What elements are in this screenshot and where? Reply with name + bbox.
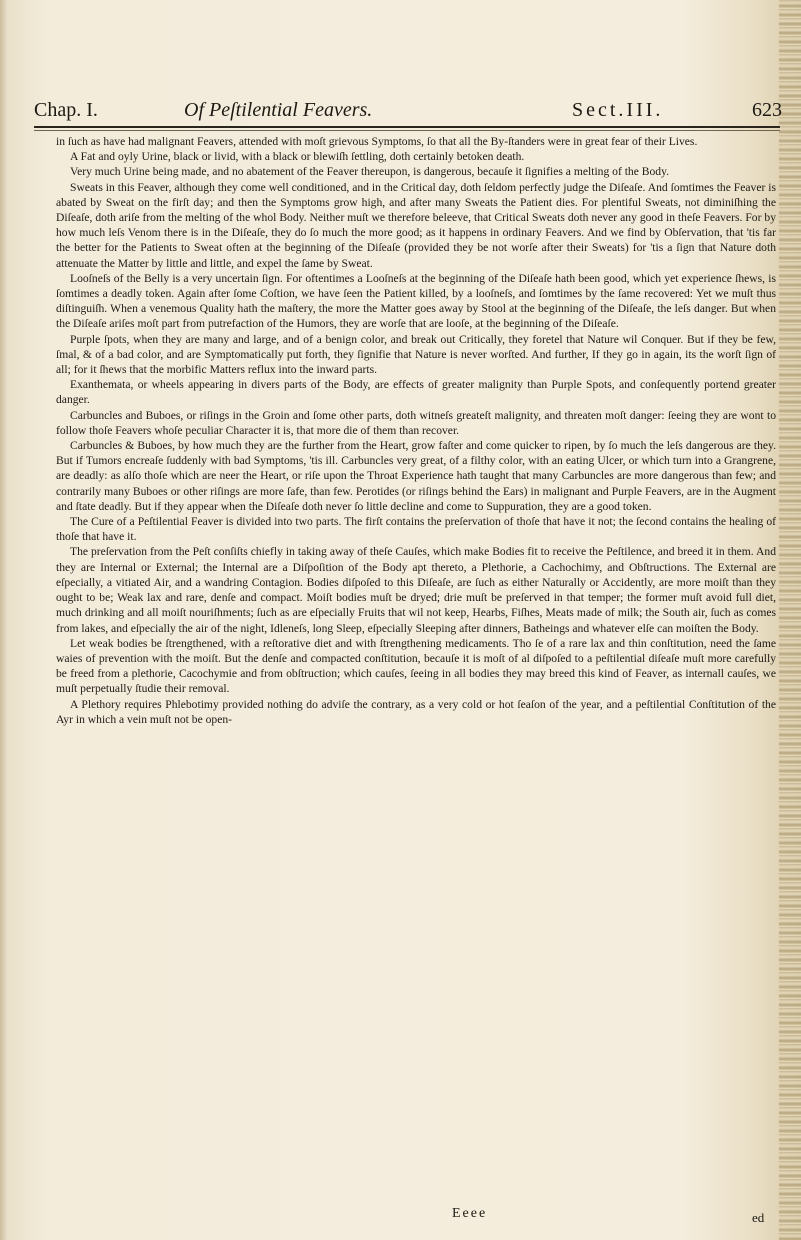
page-left-edge [0,0,8,1240]
paragraph: Looſneſs of the Belly is a very uncertain ſign. For oftentimes a Looſneſs at the beginning of the Diſeaſe hath been good, which yet experience ſhews, is ſomtimes a deadly token. Again after ſome Coſtion, we have ſeen the Patient killed, by a looſneſs, and ſomtimes by the ſame recovered: Yet we muſt thus diſtinguiſh. When a venemous Quality hath the maſtery, the more the Matter goes away by Stool at the beginning of the Diſeaſe, the leſs danger. But when the Diſeaſe ariſes moſt part from putrefaction of the Humors, they are worſe that are looſe, at the beginning of the Diſeaſe. [56,271,776,331]
paragraph: Let weak bodies be ſtrengthened, with a reſtorative diet and with ſtrengthening medicaments. Tho ſe of a rare lax and thin conſtitution, need the ſame waies of prevention with the moiſt. But the denſe and compacted conſtitution, becauſe it is moſt of al diſpoſed to a peſtilential diſeaſe muſt more carefully be freed from a plethorie, Cacochymie and from obſtruction; which cauſes, ſeeing in all bodies they may breed this kind of Feaver, as internall cauſes, we muſt perpetually ſtudie their removal. [56,636,776,696]
page-binding-edge [779,0,801,1240]
paragraph: The Cure of a Peſtilential Feaver is divided into two parts. The firſt contains the preſervation of thoſe that have it not; the ſecond contains the healing of thoſe that have it. [56,515,776,544]
paragraph: Carbuncles & Buboes, by how much they are the further from the Heart, grow faſter and come quicker to ripen, by ſo much the leſs dangerous are they. But if Tumors encreaſe ſuddenly with bad Symptoms, 'tis ill. Carbuncles very great, of a filthy color, with an eating Ulcer, or which turn into a Grangrene, are deadly: as alſo thoſe which are neer the Heart, or riſe upon the Throat Experience hath taught that many Carbuncles are more dangerous than few; and contrarily many Buboes or other riſings are more ſafe, than few. Perotides (or riſings behind the Ears) in malignant and Purple Feavers, are in the Augment and ſtate deadly. But if they appear when the Diſeaſe doth never ſo little decline and come to Suppuration, they are a good token. [56,439,776,513]
catchword: ed [752,1210,765,1225]
paragraph: A Fat and oyly Urine, black or livid, with a black or blewiſh ſettling, doth certainly betoken death. [70,150,525,164]
paragraph: A Plethory requires Phlebotimy provided nothing do adviſe the contrary, as a very cold or hot ſeaſon of the year, and a peſtilential Conſtitution of the Ayr in which a vein muſt not be open- [56,697,776,726]
body-text [56,134,776,727]
section-label: Sect.III. [572,99,664,121]
signature-mark: Eeee [452,1206,488,1221]
paragraph: The preſervation from the Peſt conſiſts chiefly in taking away of theſe Cauſes, which make Bodies fit to receive the Peſtilence, and breed it in them. And they are Internal or External; the Internal are a Diſpoſition of the Body apt thereto, a Plethorie, a Cachochimy, and Obſtructions. The External are eſpecially, a vitiated Air, and a wandring Contagion. Bodies diſpoſed to this Diſeaſe, are ſuch as either Naturally or Accidently, are more moiſt than they ought to be; Weak lax and rare, denſe and compact. Moiſt bodies muſt be dryed; drie muſt be preſerved in that temper; the former muſt avoid full diet, much drinking and all moiſt nouriſhments; ſuch as are eſpecially Fruits that wil not keep, Hearbs, Fiſhes, Meats made of milk; the South air, ſuch as comes from lakes, and eſpecially the air of the night, Idleneſs, long Sleep, eſpecially Sleeping after dinners, Batheings and whatever elſe can moiſten the Body. [56,545,776,635]
paragraph: Purple ſpots, when they are many and large, and of a benign color, and break out Critically, they foretel that Nature wil Conquer. But if they be few, ſmal, & of a bad color, and are Symptomatically put forth, they ſignifie that Nature is never worſted. And further, If they go in again, its the worſt ſign of all; for it ſhews that the morbific Matters reflux into the inward parts. [56,332,776,377]
page-number: 623 [752,99,782,121]
paragraph: Sweats in this Feaver, although they come well conditioned, and in the Critical day, doth ſeldom perfectly judge the Diſeaſe. And ſomtimes the Feaver is abated by Sweat on the firſt day; and then the Symptoms grow high, and after many Sweats the Patient dies. For plentiful Sweats, not diminiſhing the Diſeaſe, doth ariſe from the melting of the whol Body. Neither muſt we therefore beleeve, that Critical Sweats doth never any good in theſe Feavers. For by how much leſs Venom there is in the Diſeaſe, they do ſo much the more good; as it happens in ordinary Feavers. And we find by Obſervation, that 'tis far the better for the Patients to Sweat often at the beginning of the Diſeaſe (provided they be not worſe after their Sweats) for 'tis a ſign that Nature doth attenuate the Matter by little and little, and expel the ſame by Sweat. [56,180,776,270]
paragraph: Carbuncles and Buboes, or riſings in the Groin and ſome other parts, doth witneſs greateſt malignity, and threaten moſt danger: ſeeing they are wont to follow thoſe Feavers whoſe peculiar Character it is, that more die of them than recover. [56,408,776,437]
paragraph: in ſuch as have had malignant Feavers, attended with moſt grievous Symptoms, ſo that all the By-ſtanders were in great fear of their Lives. [56,135,698,148]
running-header [34,99,782,127]
paragraph: Exanthemata, or wheels appearing in divers parts of the Body, are effects of greater malignity than Purple Spots, and conſequently portend greater danger. [56,378,776,407]
header-rule [34,126,780,128]
running-title: Of Peſtilential Feavers. [184,99,373,121]
chapter-label: Chap. I. [34,99,98,121]
header-rule-thin [34,130,780,131]
paragraph: Very much Urine being made, and no abatement of the Feaver thereupon, is dangerous, becauſe it ſignifies a melting of the Body. [70,165,670,179]
